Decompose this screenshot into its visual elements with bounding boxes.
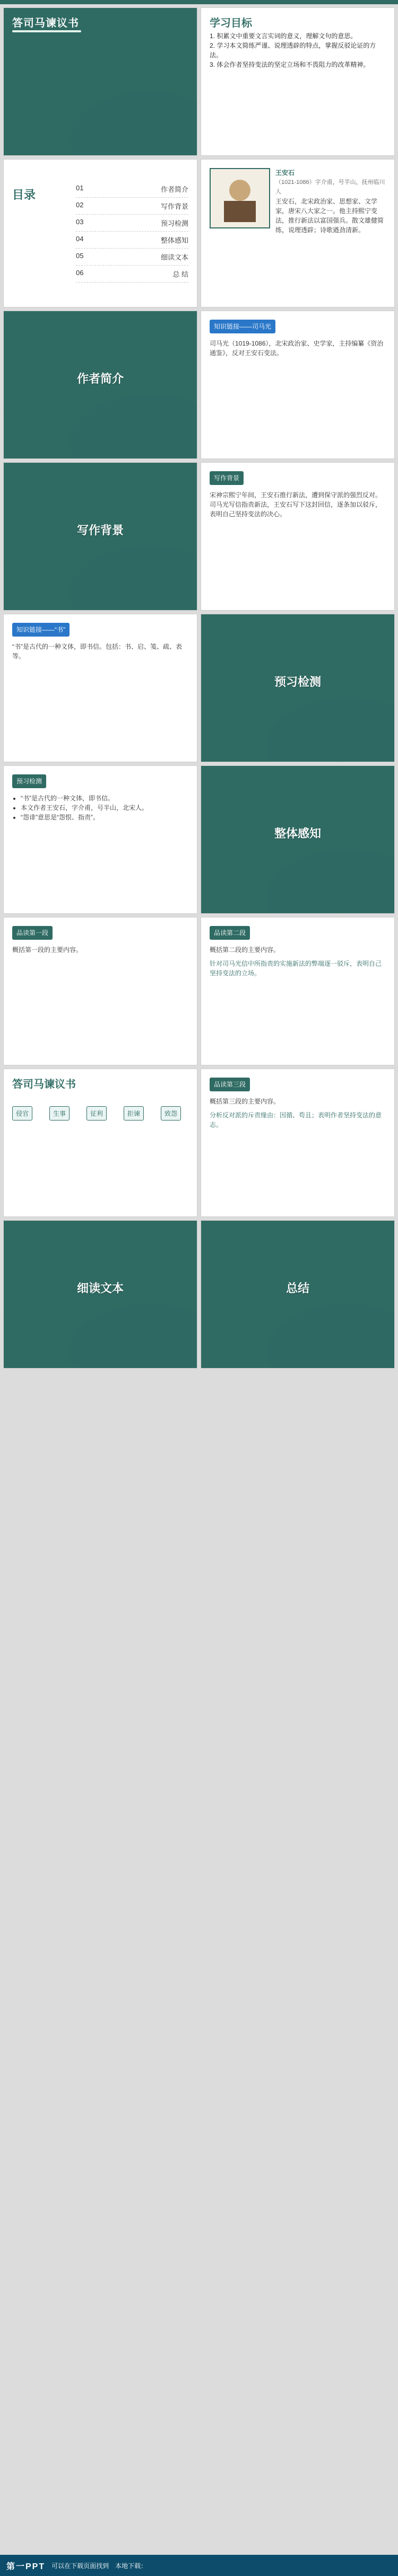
toc-num: 01: [76, 184, 84, 192]
slide-analysis-3: [201, 1069, 395, 1217]
slide-analysis-2: [201, 917, 395, 1065]
analysis-3-answer: 分析反对派的斥责缘由：因循、苟且；表明作者坚持变法的意志。: [210, 1111, 382, 1128]
slide-grid: [0, 4, 398, 1372]
toc-num: 03: [76, 218, 84, 226]
slide-section-summary: [201, 1220, 395, 1369]
toc-item-1[interactable]: [76, 181, 188, 198]
analysis-2-question: 概括第二段的主要内容。: [210, 946, 280, 954]
detect-list: [21, 793, 188, 822]
diagram-node-4: 拒谏: [124, 1106, 144, 1121]
mountain-decor: [201, 703, 394, 762]
detect-block: [12, 774, 188, 905]
toc-label: 目录: [12, 188, 36, 201]
diagram-title: 答司马谏议书: [12, 1079, 76, 1090]
mountain-decor: [4, 552, 197, 610]
cover-subtitle-bar: [12, 30, 81, 32]
toc-num: 04: [76, 235, 84, 243]
detect-item-3: • “怨诽”意思是“怨恨、指责”。: [21, 813, 188, 822]
mountain-decor: [201, 855, 394, 913]
slide-diagram: [3, 1069, 197, 1217]
analysis-1-block: [12, 926, 188, 1056]
analysis-2-answer: 针对司马光信中所指责的实施新法的弊端逐一驳斥，表明自己坚持变法的立场。: [210, 960, 382, 977]
mountain-decor: [201, 1310, 394, 1368]
section-background-title: 写作背景: [76, 524, 124, 537]
mountain-decor: [4, 400, 197, 458]
objective-3: 3. 体会作者坚持变法的坚定立场和不畏阻力的改革精神。: [210, 61, 370, 68]
diagram: [12, 1096, 188, 1208]
diagram-node-2: 生事: [49, 1106, 70, 1121]
detect-item-1: • “书”是古代的一种文体，即书信。: [21, 793, 188, 803]
analysis-3-block: [210, 1078, 386, 1208]
slide-detect: [3, 765, 197, 914]
toc-item-2[interactable]: [76, 198, 188, 215]
top-strip: [0, 0, 398, 4]
genre-badge: 知识链接——“书”: [12, 623, 70, 637]
sima-text: 司马光（1019-1086），北宋政治家、史学家，主持编纂《资治通鉴》，反对王安石变法。: [210, 340, 384, 357]
toc-label-text: 写作背景: [160, 202, 188, 210]
toc-label-text: 作者简介: [160, 186, 188, 193]
slide-section-author: [3, 311, 197, 459]
detect-badge: 预习检测: [12, 774, 46, 788]
toc-label-text: 预习检测: [160, 219, 188, 227]
slide-analysis-1: [3, 917, 197, 1065]
author-note: （1021-1086）字介甫，号半山，抚州临川人: [275, 179, 385, 195]
author-name: 王安石: [275, 169, 295, 177]
brand-logo: 第一PPT: [6, 2562, 46, 2571]
background-text: 宋神宗熙宁年间，王安石推行新法，遭到保守派的强烈反对。司马光写信指责新法，王安石写下这封回信，逐条加以驳斥，表明自己坚持变法的决心。: [210, 491, 382, 518]
toc-item-5[interactable]: [76, 249, 188, 266]
footer: [0, 2555, 398, 2576]
toc-label-text: 整体感知: [160, 236, 188, 244]
sima-block: [210, 320, 386, 450]
background-badge: 写作背景: [210, 471, 244, 485]
author-text: [275, 168, 386, 235]
diagram-node-3: 征利: [86, 1106, 107, 1121]
objectives-list: [210, 31, 386, 69]
analysis-2-block: [210, 926, 386, 1056]
analysis-3-title: 品读第三段: [210, 1078, 250, 1091]
genre-text: “书”是古代的一种文体，即书信。包括：书、启、笺、疏、表等。: [12, 643, 182, 660]
toc-label-text: 细读文本: [160, 253, 188, 261]
slide-objectives: [201, 7, 395, 156]
slide-background: [201, 462, 395, 611]
toc-item-3[interactable]: [76, 215, 188, 232]
analysis-3-question: 概括第三段的主要内容。: [210, 1098, 280, 1105]
cover-title: 答司马谏议书: [12, 16, 79, 29]
toc-num: 05: [76, 252, 84, 260]
slide-cover: [3, 7, 197, 156]
section-author-title: 作者简介: [76, 372, 124, 386]
genre-block: [12, 623, 188, 753]
slide-section-overview: [201, 765, 395, 914]
author-portrait: [210, 168, 270, 228]
author-block: [210, 168, 386, 298]
section-summary-title: 总结: [285, 1282, 309, 1295]
section-detect-title: 预习检测: [274, 675, 321, 689]
mountain-decor: [4, 1310, 197, 1368]
toc-item-4[interactable]: [76, 232, 188, 249]
diagram-node-1: 侵官: [12, 1106, 32, 1121]
mountain-decor: [4, 97, 197, 155]
toc-num: 02: [76, 201, 84, 209]
slide-sima: [201, 311, 395, 459]
analysis-2-title: 品读第二段: [210, 926, 250, 940]
author-intro: [210, 168, 386, 235]
slide-genre: [3, 614, 197, 762]
toc-item-6[interactable]: [76, 266, 188, 283]
objectives-title: 学习目标: [210, 17, 252, 29]
toc-num: 06: [76, 269, 84, 277]
background-block: [210, 471, 386, 602]
slide-author: [201, 159, 395, 307]
slide-section-close: [3, 1220, 197, 1369]
footer-right: 本地下载：: [115, 2562, 148, 2570]
section-close-title: 细读文本: [76, 1282, 124, 1295]
toc-label-text: 总 结: [172, 270, 188, 278]
slide-toc: [3, 159, 197, 307]
analysis-1-question: 概括第一段的主要内容。: [12, 946, 83, 954]
objective-1: 1. 积累文中重要文言实词的意义，理解文句的意思。: [210, 32, 357, 40]
sima-badge: 知识链接——司马光: [210, 320, 275, 333]
portrait-icon: [211, 169, 269, 227]
slide-section-detect: [201, 614, 395, 762]
section-overview-title: 整体感知: [274, 827, 321, 841]
author-summary: 王安石，北宋政治家、思想家、文学家，唐宋八大家之一。他主持熙宁变法，推行新法以富国强兵。散文雄健简练，说理透辟；诗歌遒劲清新。: [275, 198, 384, 234]
analysis-1-title: 品读第一段: [12, 926, 53, 940]
footer-left: 可以在下载页面找到: [51, 2562, 109, 2570]
objective-2: 2. 学习本文简练严谨、说理透辟的特点，掌握反驳论证的方法。: [210, 42, 376, 59]
slide-section-background: [3, 462, 197, 611]
diagram-node-5: 致怨: [161, 1106, 181, 1121]
toc-items: [76, 181, 188, 283]
detect-item-2: • 本文作者王安石，字介甫，号半山，北宋人。: [21, 803, 188, 813]
